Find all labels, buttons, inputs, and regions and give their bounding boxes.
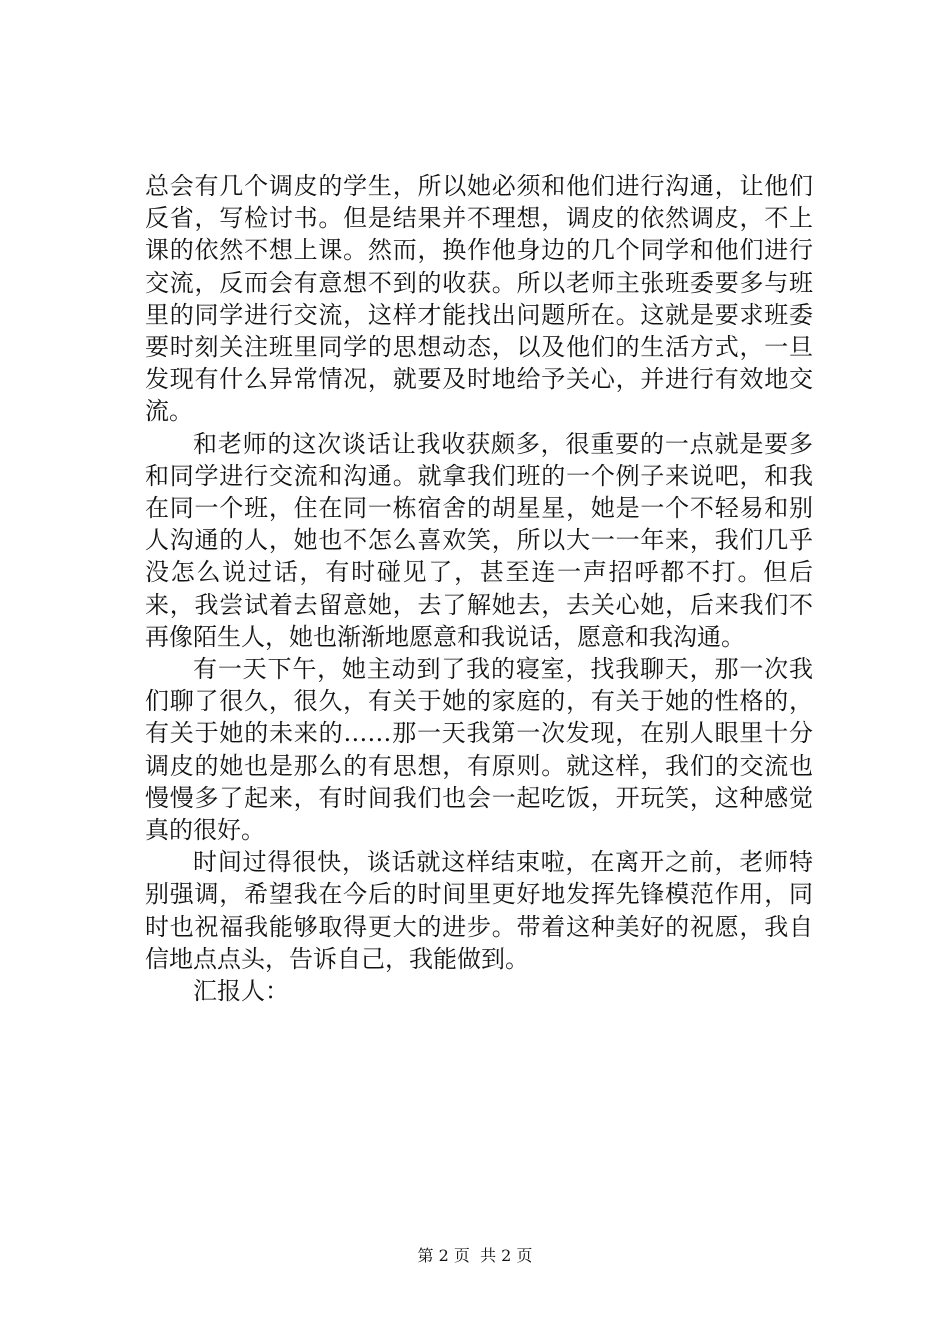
paragraph-afternoon: 有一天下午，她主动到了我的寝室，找我聊天，那一次我们聊了很久，很久，有关于她的家庭的，有关于她的性格的，有关于她的未来的……那一天我第一次发现，在别人眼里十分调皮的她也是那么的有思想，有原则。就这样，我们的交流也慢慢多了起来，有时间我们也会一起吃饭，开玩笑，这种感觉真的很好。 xyxy=(145,655,813,845)
reporter-signature-line: 汇报人： xyxy=(193,977,289,1006)
page-number-footer: 第 2 页 共 2 页 xyxy=(417,1246,533,1265)
document-body xyxy=(145,170,813,1007)
paragraph-conversation: 和老师的这次谈话让我收获颇多，很重要的一点就是要多和同学进行交流和沟通。就拿我们班的一个例子来说吧，和我在同一个班，住在同一栋宿舍的胡星星，她是一个不轻易和别人沟通的人，她也不怎么喜欢笑，所以大一一年来，我们几乎没怎么说过话，有时碰见了，甚至连一声招呼都不打。但后来，我尝试着去留意她，去了解她去，去关心她，后来我们不再像陌生人，她也渐渐地愿意和我说话，愿意和我沟通。 xyxy=(145,429,813,651)
paragraph-continuation: 总会有几个调皮的学生，所以她必须和他们进行沟通，让他们反省，写检讨书。但是结果并不理想，调皮的依然调皮，不上课的依然不想上课。然而，换作他身边的几个同学和他们进行交流，反而会有意想不到的收获。所以老师主张班委要多与班里的同学进行交流，这样才能找出问题所在。这就是要求班委要时刻关注班里同学的思想动态，以及他们的生活方式，一旦发现有什么异常情况，就要及时地给予关心，并进行有效地交流。 xyxy=(145,172,813,426)
paragraph-conclusion: 时间过得很快，谈话就这样结束啦，在离开之前，老师特别强调，希望我在今后的时间里更好地发挥先锋模范作用，同时也祝福我能够取得更大的进步。带着这种美好的祝愿，我自信地点点头，告诉自己，我能做到。 xyxy=(145,848,813,973)
